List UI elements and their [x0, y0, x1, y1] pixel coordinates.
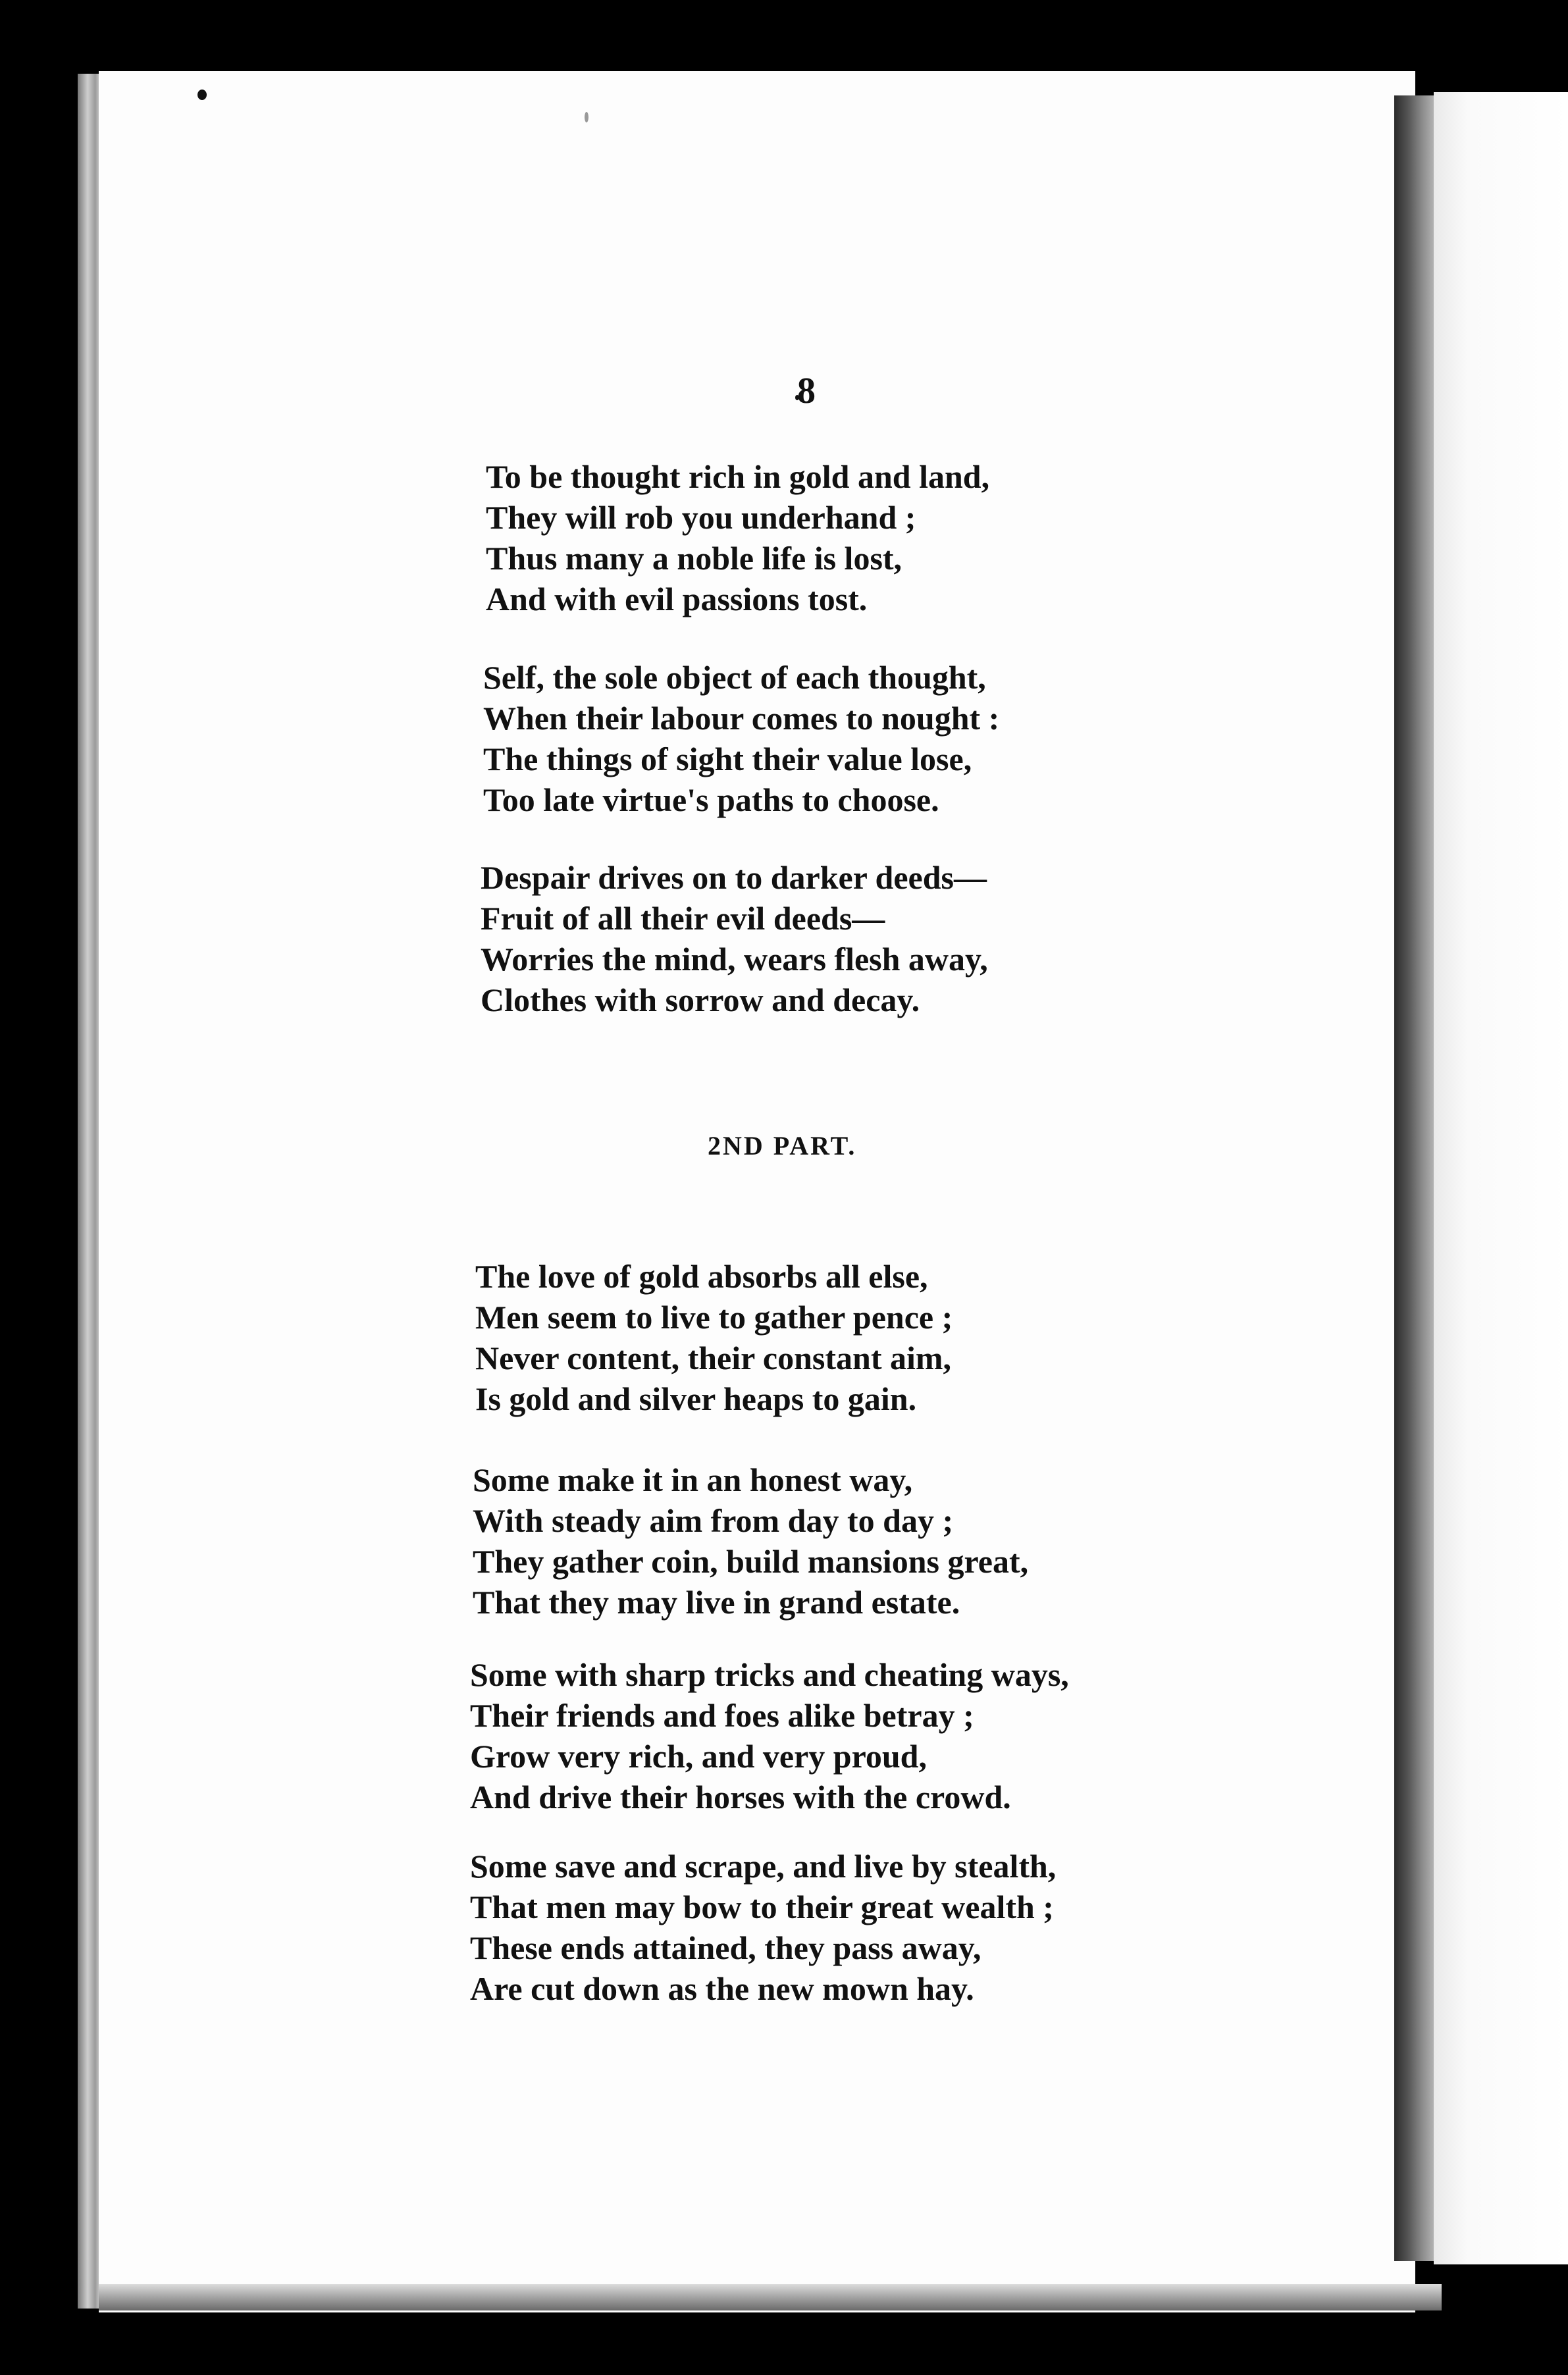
stanza-4 — [475, 1256, 953, 1419]
verse-line: And drive their horses with the crowd. — [470, 1779, 1011, 1815]
section-heading: 2ND PART. — [708, 1131, 857, 1161]
stanza-2 — [483, 657, 999, 820]
verse-line: They will rob you underhand ; — [486, 499, 916, 536]
verse-line: Never content, their constant aim, — [475, 1340, 952, 1376]
verse-line: Too late virtue's paths to choose. — [483, 781, 939, 818]
ink-speck — [197, 90, 207, 100]
verse-line: Some with sharp tricks and cheating ways, — [470, 1656, 1069, 1693]
verse-line: These ends attained, they pass away, — [470, 1929, 981, 1966]
verse-line: The love of gold absorbs all else, — [475, 1258, 928, 1295]
stanza-1 — [486, 456, 989, 619]
stanza-6 — [470, 1654, 1069, 1817]
verse-line: Is gold and silver heaps to gain. — [475, 1380, 917, 1417]
verse-line: Some make it in an honest way, — [473, 1461, 913, 1498]
verse-line: They gather coin, build mansions great, — [473, 1543, 1029, 1580]
verse-line: Some save and scrape, and live by stealth, — [470, 1848, 1057, 1885]
verse-line: Despair drives on to darker deeds— — [481, 859, 987, 896]
stanza-5 — [473, 1459, 1028, 1623]
facing-page — [1434, 92, 1568, 2264]
verse-line: With steady aim from day to day ; — [473, 1502, 954, 1539]
verse-line: Fruit of all their evil deeds— — [481, 900, 885, 937]
verse-line: Worries the mind, wears flesh away, — [481, 941, 988, 978]
stanza-3 — [481, 857, 988, 1020]
verse-line: The things of sight their value lose, — [483, 741, 972, 777]
verse-line: Clothes with sorrow and decay. — [481, 981, 920, 1018]
stanza-7 — [470, 1846, 1056, 2009]
verse-line: That they may live in grand estate. — [473, 1584, 960, 1621]
verse-line: Men seem to live to gather pence ; — [475, 1299, 953, 1336]
verse-line: To be thought rich in gold and land, — [486, 458, 990, 495]
page-number: 8 — [797, 371, 816, 411]
verse-line: Their friends and foes alike betray ; — [470, 1697, 974, 1734]
verse-line: And with evil passions tost. — [486, 581, 868, 617]
page-edge-bottom — [99, 2284, 1442, 2310]
verse-line: When their labour comes to nought : — [483, 700, 1000, 737]
verse-line: Self, the sole object of each thought, — [483, 659, 986, 696]
verse-line: Grow very rich, and very proud, — [470, 1738, 927, 1775]
ink-speck — [585, 112, 588, 122]
verse-line: Are cut down as the new mown hay. — [470, 1970, 974, 2007]
verse-line: That men may bow to their great wealth ; — [470, 1889, 1054, 1925]
verse-line: Thus many a noble life is lost, — [486, 540, 902, 577]
